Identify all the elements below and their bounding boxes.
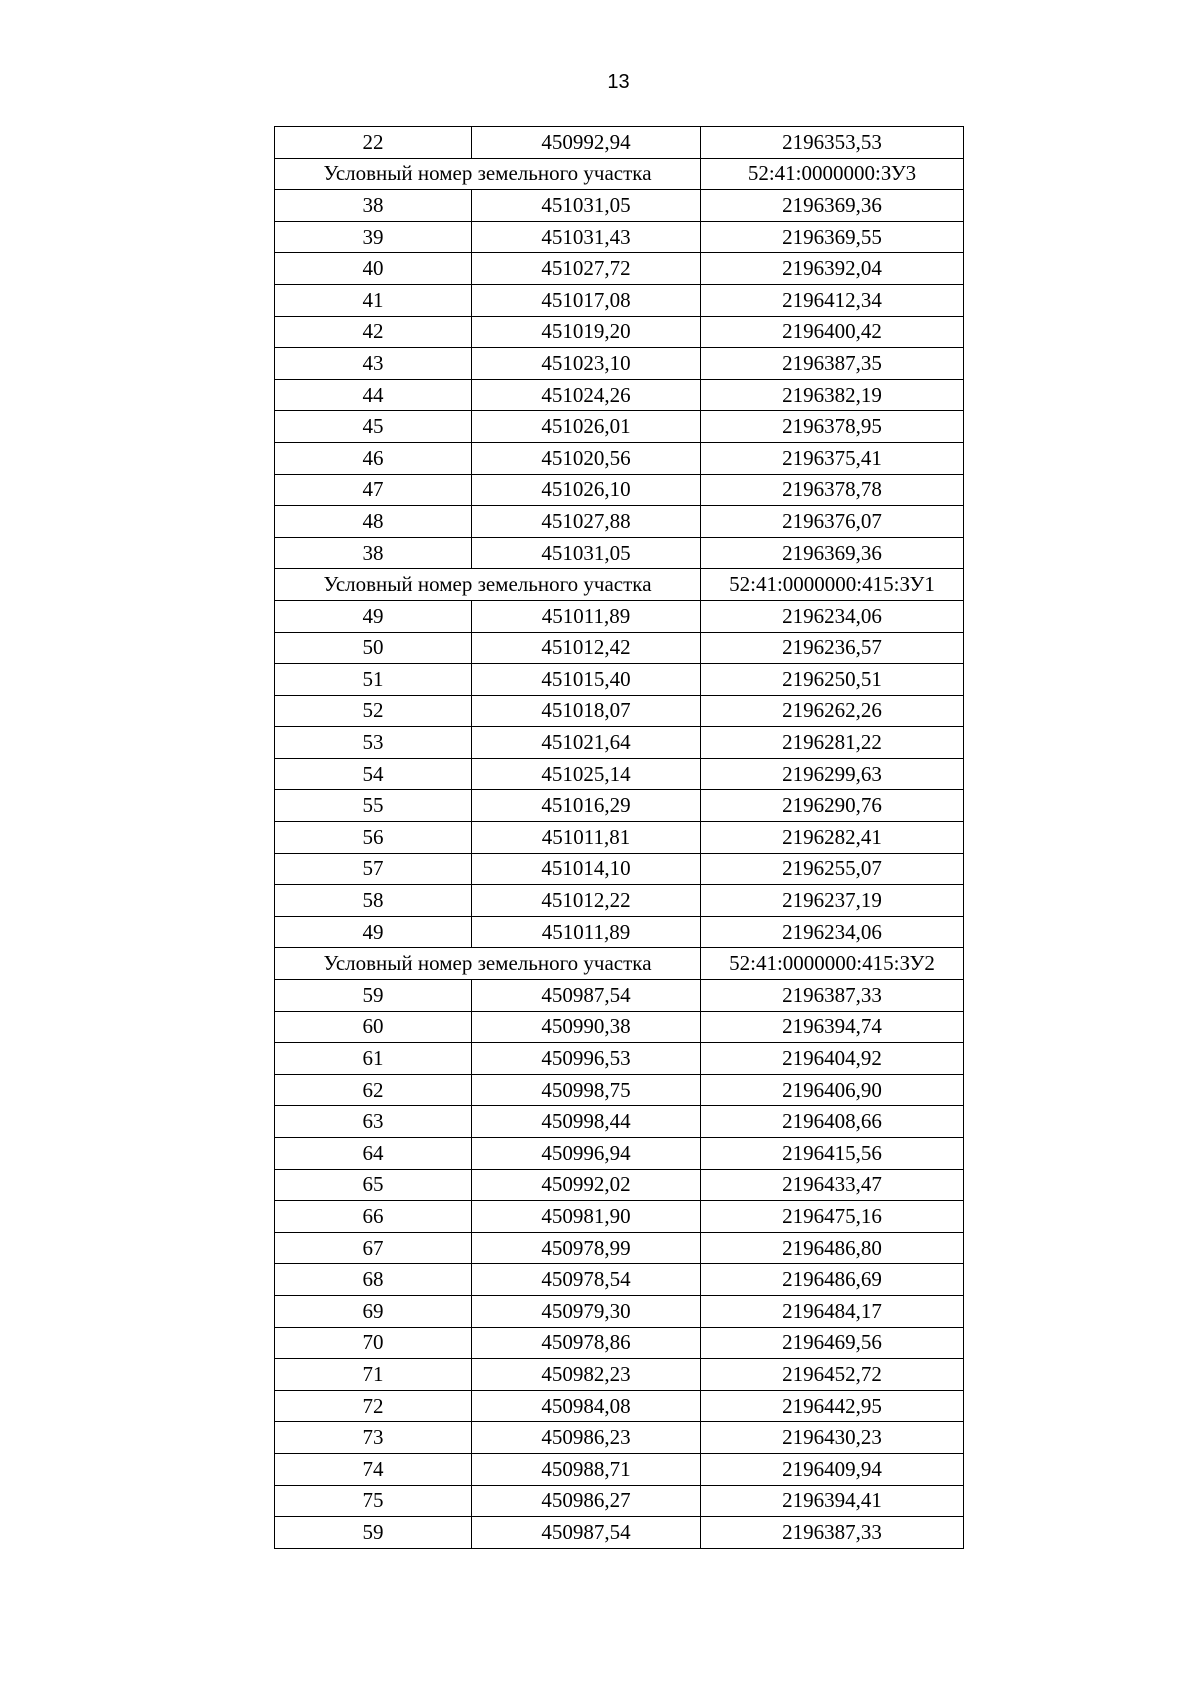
x-coordinate-cell: 450992,02 [472, 1169, 701, 1201]
x-coordinate-cell: 450996,94 [472, 1138, 701, 1170]
x-coordinate-cell: 451024,26 [472, 379, 701, 411]
y-coordinate-cell: 2196236,57 [701, 632, 964, 664]
table-row [275, 1074, 964, 1106]
table-row [275, 758, 964, 790]
y-coordinate-cell: 2196486,80 [701, 1232, 964, 1264]
y-coordinate-cell: 2196394,74 [701, 1011, 964, 1043]
coordinates-table-body [275, 127, 964, 1549]
point-number-cell: 44 [275, 379, 472, 411]
point-number-cell: 41 [275, 284, 472, 316]
x-coordinate-cell: 450988,71 [472, 1453, 701, 1485]
table-row [275, 1138, 964, 1170]
parcel-id-cell: 52:41:0000000:ЗУ3 [701, 158, 964, 190]
y-coordinate-cell: 2196433,47 [701, 1169, 964, 1201]
page-number: 13 [607, 71, 630, 93]
point-number-cell: 53 [275, 727, 472, 759]
parcel-header-row [275, 948, 964, 980]
point-number-cell: 64 [275, 1138, 472, 1170]
table-row [275, 727, 964, 759]
table-row [275, 1327, 964, 1359]
table-row [275, 1422, 964, 1454]
y-coordinate-cell: 2196369,36 [701, 537, 964, 569]
x-coordinate-cell: 450984,08 [472, 1390, 701, 1422]
parcel-id-cell: 52:41:0000000:415:ЗУ1 [701, 569, 964, 601]
y-coordinate-cell: 2196387,33 [701, 980, 964, 1012]
x-coordinate-cell: 451012,22 [472, 885, 701, 917]
x-coordinate-cell: 451012,42 [472, 632, 701, 664]
x-coordinate-cell: 451031,43 [472, 221, 701, 253]
y-coordinate-cell: 2196375,41 [701, 442, 964, 474]
y-coordinate-cell: 2196400,42 [701, 316, 964, 348]
point-number-cell: 66 [275, 1201, 472, 1233]
table-row [275, 127, 964, 159]
y-coordinate-cell: 2196369,55 [701, 221, 964, 253]
point-number-cell: 60 [275, 1011, 472, 1043]
parcel-id-cell: 52:41:0000000:415:ЗУ2 [701, 948, 964, 980]
x-coordinate-cell: 450978,86 [472, 1327, 701, 1359]
point-number-cell: 49 [275, 916, 472, 948]
coordinates-table [274, 126, 964, 1549]
x-coordinate-cell: 450992,94 [472, 127, 701, 159]
table-row [275, 253, 964, 285]
table-row [275, 1390, 964, 1422]
parcel-label-cell: Условный номер земельного участка [275, 569, 701, 601]
y-coordinate-cell: 2196369,36 [701, 190, 964, 222]
y-coordinate-cell: 2196378,95 [701, 411, 964, 443]
parcel-label-cell: Условный номер земельного участка [275, 158, 701, 190]
point-number-cell: 75 [275, 1485, 472, 1517]
y-coordinate-cell: 2196469,56 [701, 1327, 964, 1359]
point-number-cell: 71 [275, 1359, 472, 1391]
y-coordinate-cell: 2196237,19 [701, 885, 964, 917]
x-coordinate-cell: 450978,54 [472, 1264, 701, 1296]
x-coordinate-cell: 451026,10 [472, 474, 701, 506]
point-number-cell: 56 [275, 822, 472, 854]
y-coordinate-cell: 2196387,33 [701, 1517, 964, 1549]
table-row [275, 1359, 964, 1391]
x-coordinate-cell: 451019,20 [472, 316, 701, 348]
point-number-cell: 51 [275, 664, 472, 696]
x-coordinate-cell: 451026,01 [472, 411, 701, 443]
point-number-cell: 39 [275, 221, 472, 253]
y-coordinate-cell: 2196486,69 [701, 1264, 964, 1296]
y-coordinate-cell: 2196430,23 [701, 1422, 964, 1454]
point-number-cell: 55 [275, 790, 472, 822]
y-coordinate-cell: 2196250,51 [701, 664, 964, 696]
x-coordinate-cell: 451014,10 [472, 853, 701, 885]
x-coordinate-cell: 451015,40 [472, 664, 701, 696]
y-coordinate-cell: 2196255,07 [701, 853, 964, 885]
point-number-cell: 46 [275, 442, 472, 474]
point-number-cell: 49 [275, 600, 472, 632]
point-number-cell: 73 [275, 1422, 472, 1454]
table-row [275, 1201, 964, 1233]
x-coordinate-cell: 450979,30 [472, 1295, 701, 1327]
x-coordinate-cell: 451017,08 [472, 284, 701, 316]
table-row [275, 600, 964, 632]
x-coordinate-cell: 451027,72 [472, 253, 701, 285]
x-coordinate-cell: 451023,10 [472, 348, 701, 380]
x-coordinate-cell: 451031,05 [472, 537, 701, 569]
y-coordinate-cell: 2196353,53 [701, 127, 964, 159]
x-coordinate-cell: 450990,38 [472, 1011, 701, 1043]
y-coordinate-cell: 2196412,34 [701, 284, 964, 316]
table-row [275, 284, 964, 316]
point-number-cell: 48 [275, 506, 472, 538]
x-coordinate-cell: 450987,54 [472, 980, 701, 1012]
y-coordinate-cell: 2196281,22 [701, 727, 964, 759]
x-coordinate-cell: 451021,64 [472, 727, 701, 759]
table-row [275, 1264, 964, 1296]
y-coordinate-cell: 2196234,06 [701, 916, 964, 948]
point-number-cell: 50 [275, 632, 472, 664]
x-coordinate-cell: 451027,88 [472, 506, 701, 538]
y-coordinate-cell: 2196282,41 [701, 822, 964, 854]
point-number-cell: 40 [275, 253, 472, 285]
table-row [275, 1232, 964, 1264]
y-coordinate-cell: 2196484,17 [701, 1295, 964, 1327]
point-number-cell: 69 [275, 1295, 472, 1327]
point-number-cell: 68 [275, 1264, 472, 1296]
table-row [275, 379, 964, 411]
table-row [275, 1169, 964, 1201]
point-number-cell: 38 [275, 190, 472, 222]
point-number-cell: 59 [275, 980, 472, 1012]
y-coordinate-cell: 2196234,06 [701, 600, 964, 632]
table-row [275, 190, 964, 222]
table-row [275, 695, 964, 727]
point-number-cell: 63 [275, 1106, 472, 1138]
x-coordinate-cell: 451031,05 [472, 190, 701, 222]
y-coordinate-cell: 2196299,63 [701, 758, 964, 790]
y-coordinate-cell: 2196262,26 [701, 695, 964, 727]
point-number-cell: 59 [275, 1517, 472, 1549]
point-number-cell: 22 [275, 127, 472, 159]
point-number-cell: 67 [275, 1232, 472, 1264]
table-row [275, 221, 964, 253]
table-row [275, 1106, 964, 1138]
y-coordinate-cell: 2196392,04 [701, 253, 964, 285]
x-coordinate-cell: 450982,23 [472, 1359, 701, 1391]
table-row [275, 822, 964, 854]
point-number-cell: 61 [275, 1043, 472, 1075]
parcel-header-row [275, 158, 964, 190]
table-row [275, 1043, 964, 1075]
y-coordinate-cell: 2196290,76 [701, 790, 964, 822]
point-number-cell: 43 [275, 348, 472, 380]
point-number-cell: 54 [275, 758, 472, 790]
point-number-cell: 52 [275, 695, 472, 727]
x-coordinate-cell: 451018,07 [472, 695, 701, 727]
parcel-label-cell: Условный номер земельного участка [275, 948, 701, 980]
y-coordinate-cell: 2196387,35 [701, 348, 964, 380]
x-coordinate-cell: 450998,44 [472, 1106, 701, 1138]
table-row [275, 348, 964, 380]
y-coordinate-cell: 2196376,07 [701, 506, 964, 538]
x-coordinate-cell: 450986,23 [472, 1422, 701, 1454]
table-row [275, 474, 964, 506]
y-coordinate-cell: 2196378,78 [701, 474, 964, 506]
table-row [275, 506, 964, 538]
point-number-cell: 58 [275, 885, 472, 917]
y-coordinate-cell: 2196442,95 [701, 1390, 964, 1422]
x-coordinate-cell: 451016,29 [472, 790, 701, 822]
point-number-cell: 57 [275, 853, 472, 885]
x-coordinate-cell: 451025,14 [472, 758, 701, 790]
table-row [275, 664, 964, 696]
point-number-cell: 38 [275, 537, 472, 569]
point-number-cell: 70 [275, 1327, 472, 1359]
y-coordinate-cell: 2196408,66 [701, 1106, 964, 1138]
y-coordinate-cell: 2196452,72 [701, 1359, 964, 1391]
y-coordinate-cell: 2196475,16 [701, 1201, 964, 1233]
table-row [275, 916, 964, 948]
y-coordinate-cell: 2196404,92 [701, 1043, 964, 1075]
point-number-cell: 65 [275, 1169, 472, 1201]
point-number-cell: 62 [275, 1074, 472, 1106]
y-coordinate-cell: 2196415,56 [701, 1138, 964, 1170]
x-coordinate-cell: 450996,53 [472, 1043, 701, 1075]
x-coordinate-cell: 451011,89 [472, 916, 701, 948]
table-row [275, 1011, 964, 1043]
table-row [275, 1295, 964, 1327]
point-number-cell: 72 [275, 1390, 472, 1422]
table-row [275, 411, 964, 443]
table-row [275, 537, 964, 569]
x-coordinate-cell: 450978,99 [472, 1232, 701, 1264]
table-row [275, 442, 964, 474]
y-coordinate-cell: 2196406,90 [701, 1074, 964, 1106]
x-coordinate-cell: 451020,56 [472, 442, 701, 474]
x-coordinate-cell: 451011,89 [472, 600, 701, 632]
point-number-cell: 74 [275, 1453, 472, 1485]
table-row [275, 853, 964, 885]
table-row [275, 316, 964, 348]
y-coordinate-cell: 2196394,41 [701, 1485, 964, 1517]
table-row [275, 1517, 964, 1549]
parcel-header-row [275, 569, 964, 601]
table-row [275, 1453, 964, 1485]
x-coordinate-cell: 450981,90 [472, 1201, 701, 1233]
y-coordinate-cell: 2196382,19 [701, 379, 964, 411]
x-coordinate-cell: 450986,27 [472, 1485, 701, 1517]
x-coordinate-cell: 450998,75 [472, 1074, 701, 1106]
y-coordinate-cell: 2196409,94 [701, 1453, 964, 1485]
x-coordinate-cell: 450987,54 [472, 1517, 701, 1549]
point-number-cell: 45 [275, 411, 472, 443]
table-row [275, 1485, 964, 1517]
table-row [275, 885, 964, 917]
table-row [275, 980, 964, 1012]
point-number-cell: 47 [275, 474, 472, 506]
table-row [275, 632, 964, 664]
point-number-cell: 42 [275, 316, 472, 348]
x-coordinate-cell: 451011,81 [472, 822, 701, 854]
table-row [275, 790, 964, 822]
